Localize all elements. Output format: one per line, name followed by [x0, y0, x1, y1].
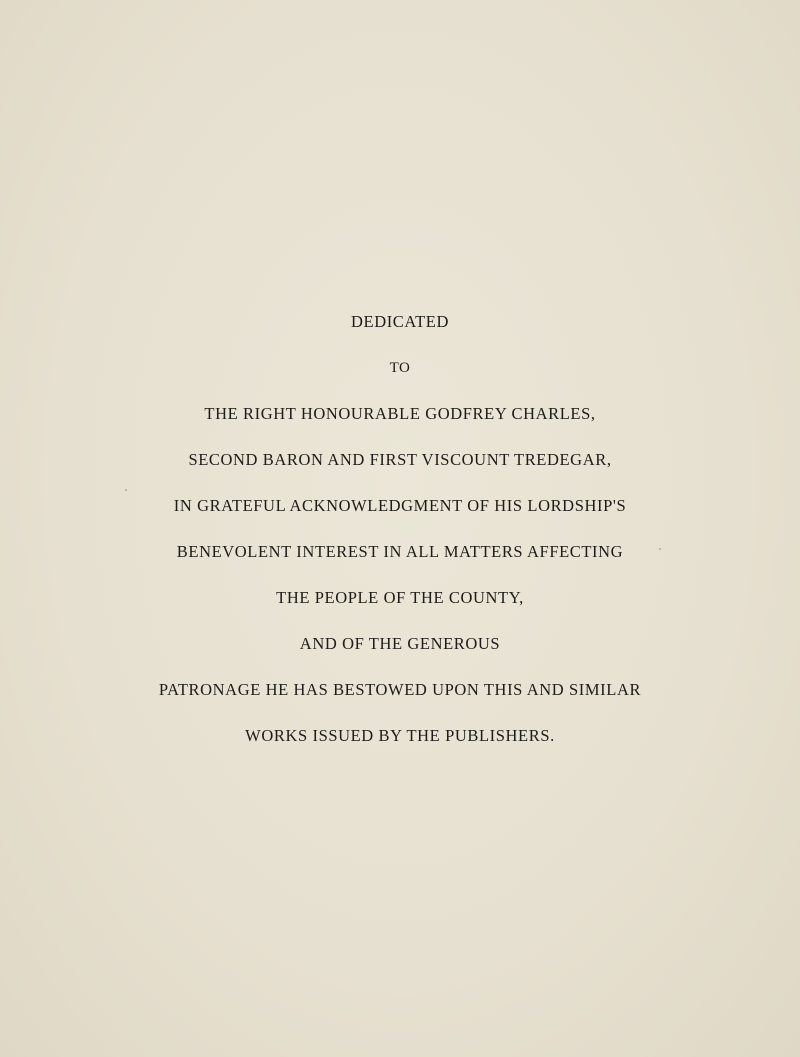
- dedication-line: AND OF THE GENEROUS: [299, 634, 501, 653]
- dedication-line: TO: [389, 360, 411, 376]
- dedication-line: SECOND BARON AND FIRST VISCOUNT TREDEGAR,: [188, 450, 612, 469]
- dedication-line: WORKS ISSUED BY THE PUBLISHERS.: [245, 726, 555, 745]
- dedication-line: PATRONAGE HE HAS BESTOWED UPON THIS AND SIMILAR: [158, 680, 642, 699]
- dedication-line: THE RIGHT HONOURABLE GODFREY CHARLES,: [204, 404, 596, 423]
- dedication-line: IN GRATEFUL ACKNOWLEDGMENT OF HIS LORDSHIP'S: [173, 496, 627, 515]
- dedication-heading: DEDICATED: [351, 312, 449, 331]
- dedication-block: [0, 312, 800, 772]
- dedication-line: BENEVOLENT INTEREST IN ALL MATTERS AFFECTING: [176, 542, 624, 561]
- dedication-line: THE PEOPLE OF THE COUNTY,: [276, 588, 524, 607]
